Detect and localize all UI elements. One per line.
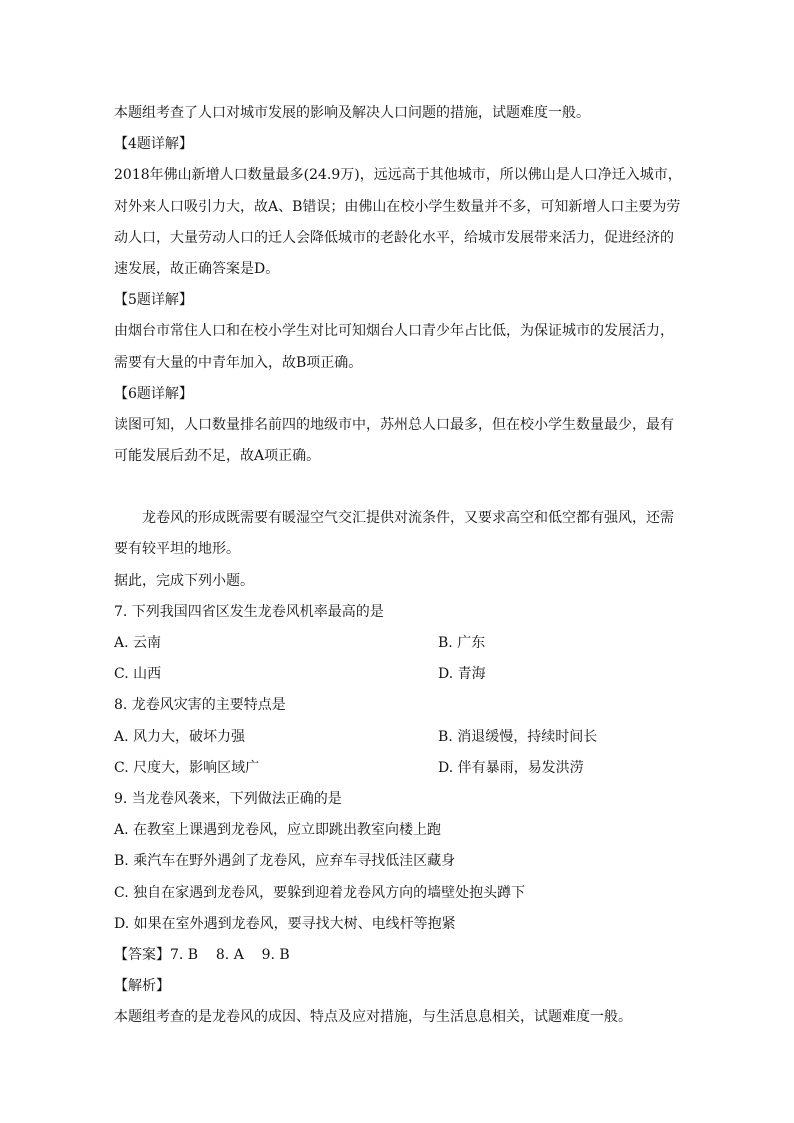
q8-option-c: C. 尺度大，影响区域广 bbox=[114, 759, 260, 776]
q8-option-a: A. 风力大，破坏力强 bbox=[114, 728, 246, 745]
q4-explanation-line: 2018年佛山新增人口数量最多(24.9万)，远远高于其他城市，所以佛山是人口净迁入城市， bbox=[114, 167, 682, 184]
q4-explanation-line: 动人口，大量劳动人口的迁人会降低城市的老龄化水平，给城市发展带来活力，促进经济的 bbox=[114, 229, 674, 246]
q9-option-c: C. 独自在家遇到龙卷风，要躲到迎着龙卷风方向的墙壁处抱头蹲下 bbox=[114, 884, 526, 901]
q9-option-d: D. 如果在室外遇到龙卷风，要寻找大树、电线杆等抱紧 bbox=[114, 915, 456, 932]
q9-option-a: A. 在教室上课遇到龙卷风，应立即跳出教室向楼上跑 bbox=[114, 822, 442, 839]
q7-option-c: C. 山西 bbox=[114, 666, 162, 683]
section-gap bbox=[114, 472, 694, 503]
q6-explanation-line: 读图可知，人口数量排名前四的地级市中，苏州总人口最多，但在校小学生数量最少，最有 bbox=[114, 416, 674, 433]
q5-explanation-line: 需要有大量的中青年加入，故B项正确。 bbox=[114, 354, 363, 371]
document-page bbox=[114, 98, 694, 1033]
analysis-summary: 本题组考查的是龙卷风的成因、特点及应对措施，与生活息息相关，试题难度一般。 bbox=[114, 1009, 632, 1026]
q4-heading: 【4题详解】 bbox=[114, 136, 193, 153]
q4-explanation-line: 速发展，故正确答案是D。 bbox=[114, 260, 280, 277]
q4-explanation-line: 对外来人口吸引力大，故A、B错误；由佛山在校小学生数量并不多，可知新增人口主要为劳 bbox=[114, 198, 681, 215]
q6-explanation-line: 可能发展后劲不足，故A项正确。 bbox=[114, 448, 321, 465]
answer-line: 【答案】7. B 8. A 9. B bbox=[114, 946, 290, 963]
q5-explanation-line: 由烟台市常住人口和在校小学生对比可知烟台人口青少年占比低，为保证城市的发展活力， bbox=[114, 323, 674, 340]
q7-option-b: B. 广东 bbox=[438, 635, 486, 651]
intro-summary: 本题组考查了人口对城市发展的影响及解决人口问题的措施，试题难度一般。 bbox=[114, 105, 590, 121]
q6-heading: 【6题详解】 bbox=[114, 385, 193, 402]
q8-option-d: D. 伴有暴雨，易发洪涝 bbox=[438, 759, 584, 776]
q7-stem: 7. 下列我国四省区发生龙卷风机率最高的是 bbox=[114, 603, 384, 620]
q7-option-a: A. 云南 bbox=[114, 635, 162, 651]
q9-option-b: B. 乘汽车在野外遇剑了龙卷风，应弃车寻找低洼区藏身 bbox=[114, 853, 456, 870]
q8-options-row bbox=[114, 753, 694, 784]
passage-line: 龙卷风的形成既需要有暖湿空气交汇提供对流条件，又要求高空和低空都有强风，还需 bbox=[142, 510, 674, 527]
q9-stem: 9. 当龙卷风袭来，下列做法正确的是 bbox=[114, 790, 342, 807]
q7-options-row bbox=[114, 628, 694, 659]
q8-options-row bbox=[114, 722, 694, 753]
q5-heading: 【5题详解】 bbox=[114, 292, 193, 309]
analysis-heading: 【解析】 bbox=[114, 978, 170, 995]
q8-option-b: B. 消退缓慢，持续时间长 bbox=[438, 728, 598, 745]
passage-line: 要有较平坦的地形。 bbox=[114, 541, 240, 558]
passage-instruction: 据此，完成下列小题。 bbox=[114, 572, 254, 589]
q7-options-row bbox=[114, 659, 694, 690]
q8-stem: 8. 龙卷风灾害的主要特点是 bbox=[114, 697, 286, 714]
q7-option-d: D. 青海 bbox=[438, 666, 486, 683]
